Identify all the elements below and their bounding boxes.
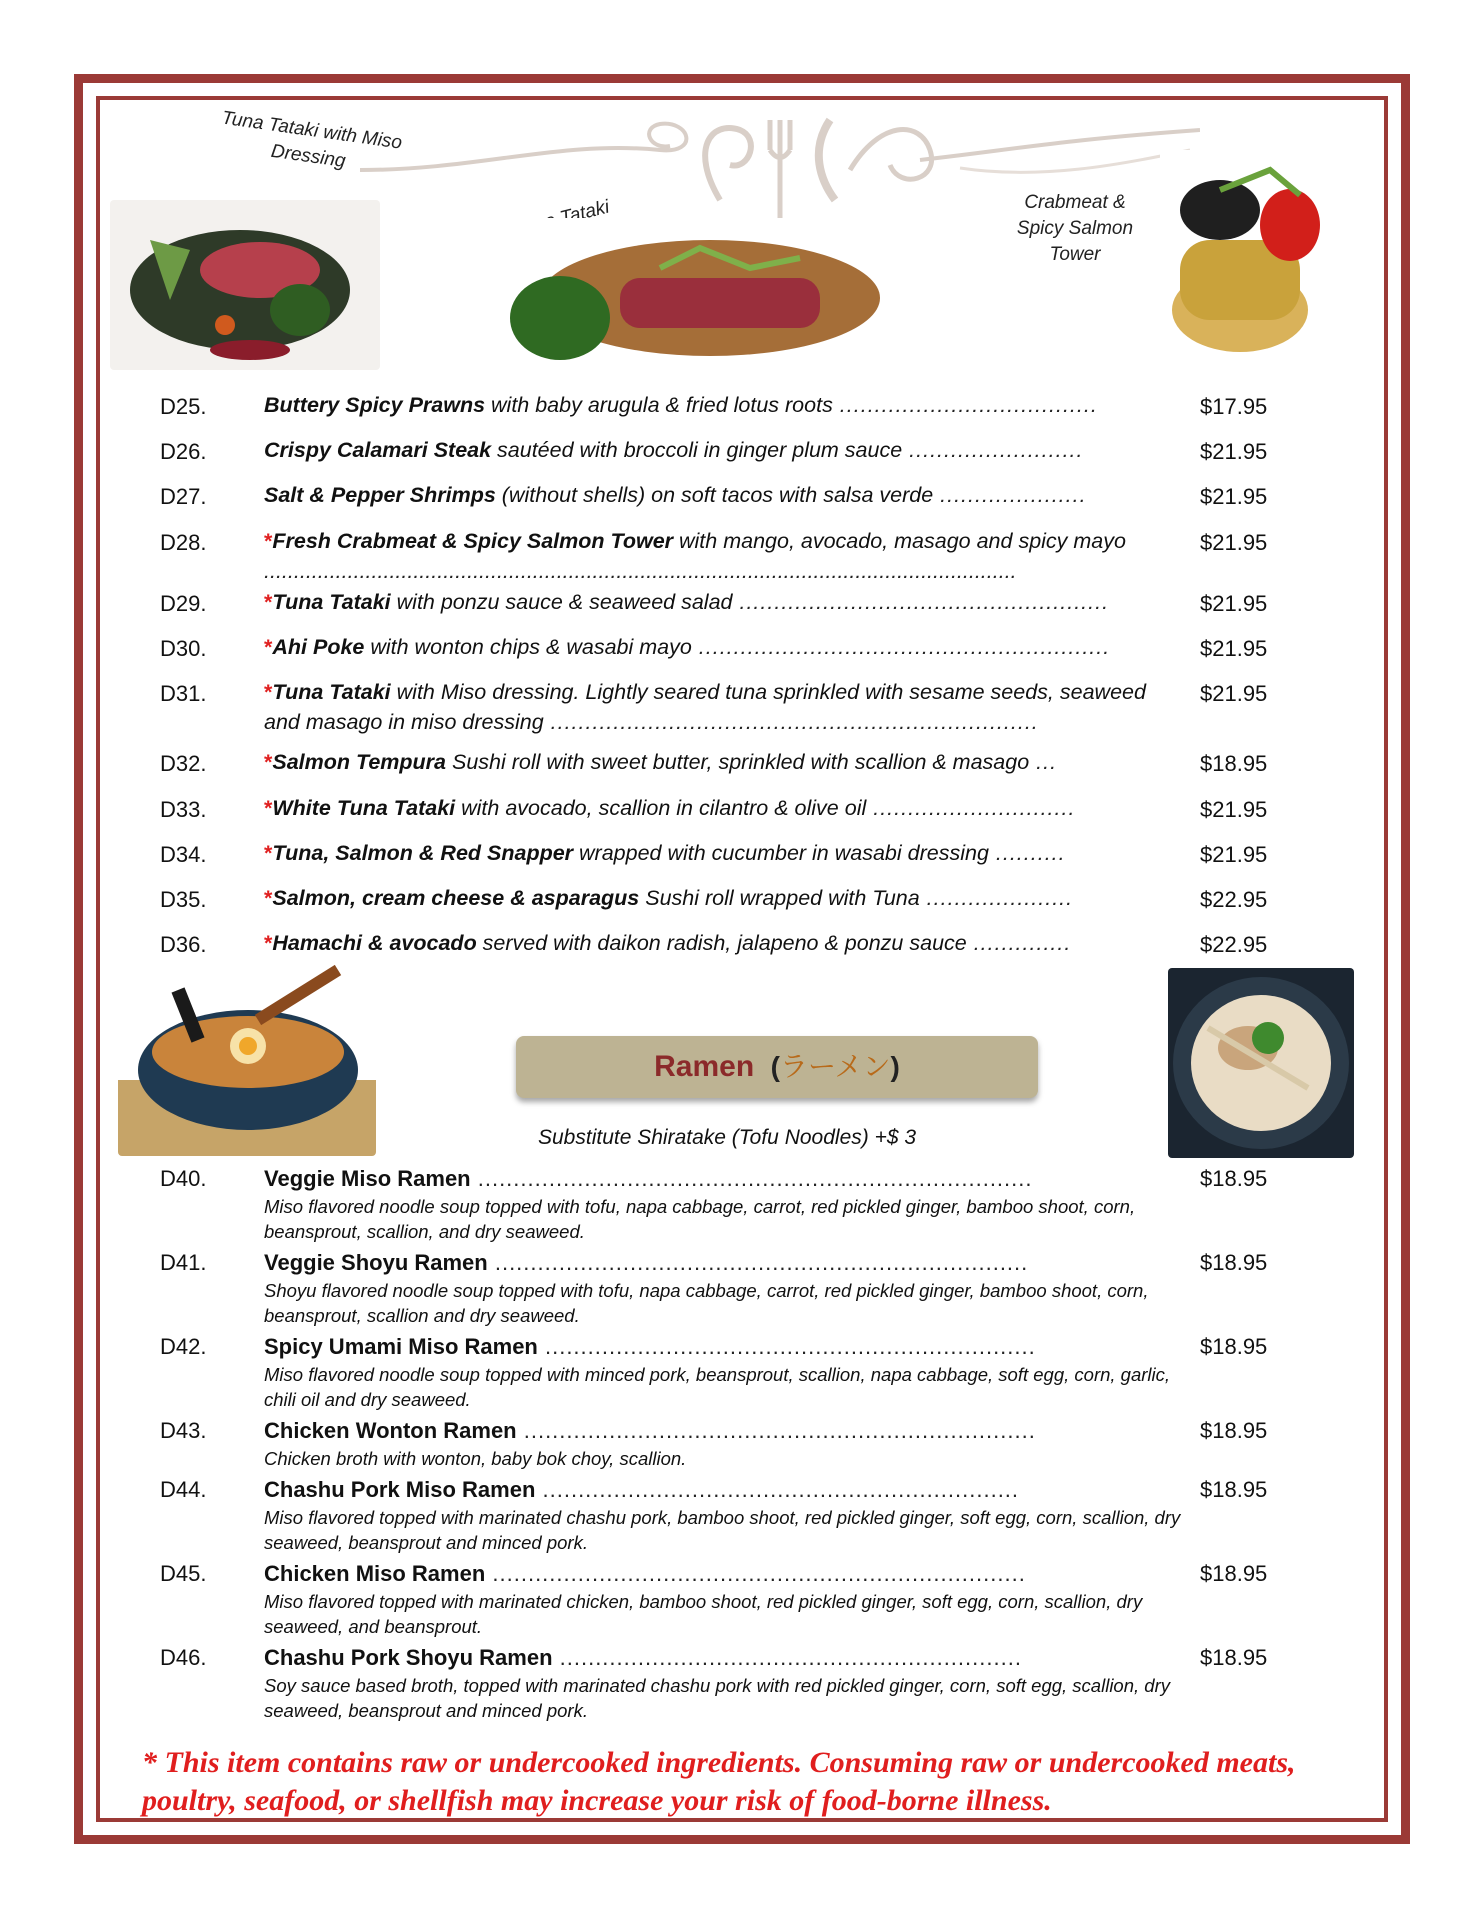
- paren-open: (: [770, 1051, 780, 1082]
- item-price: $21.95: [1200, 484, 1268, 509]
- item-price: $18.95: [1200, 1561, 1268, 1586]
- item-code: D41.: [160, 1250, 207, 1275]
- item-price: $21.95: [1200, 439, 1268, 464]
- ramen-item-description: Miso flavored topped with marinated chicken, bamboo shoot, red pickled ginger, soft egg, corn, scallion, dry seaweed, and beansprout.: [264, 1591, 1143, 1637]
- ramen-item-description: Soy sauce based broth, topped with marinated chashu pork with red pickled ginger, corn, soft egg, scallion, dry seaweed, beansprout and minced pork.: [264, 1675, 1170, 1721]
- caption-crab-tower: Crabmeat & Spicy Salmon Tower: [1016, 192, 1134, 265]
- ramen-item-name: Veggie Miso Ramen ..............................................................................: [264, 1166, 1033, 1191]
- item-price: $22.95: [1200, 887, 1268, 912]
- ramen-item-name: Chicken Miso Ramen ...........................................................................: [264, 1561, 1026, 1586]
- item-code: D44.: [160, 1477, 207, 1502]
- item-code: D34.: [160, 842, 207, 867]
- menu-item-description: *Fresh Crabmeat & Spicy Salmon Tower with mango, avocado, masago and spicy mayo ..............................................................................................................................: [264, 529, 1126, 583]
- ramen-item-name: Chashu Pork Shoyu Ramen .................................................................: [264, 1645, 1022, 1670]
- menu-item-description: *Salmon, cream cheese & asparagus Sushi roll wrapped with Tuna .....................: [264, 886, 1074, 910]
- tuna-tataki-miso-photo: [110, 200, 380, 370]
- menu-item-description: *Salmon Tempura Sushi roll with sweet butter, sprinkled with scallion & masago ...: [264, 750, 1058, 774]
- item-price: $22.95: [1200, 932, 1268, 957]
- item-code: D35.: [160, 887, 207, 912]
- item-code: D30.: [160, 636, 207, 661]
- item-price: $18.95: [1200, 751, 1268, 776]
- menu-item-description: Buttery Spicy Prawns with baby arugula & fried lotus roots .....................................: [264, 393, 1098, 417]
- menu-item-description: Crispy Calamari Steak sautéed with broccoli in ginger plum sauce .........................: [264, 438, 1084, 462]
- item-price: $21.95: [1200, 681, 1268, 706]
- item-price: $18.95: [1200, 1334, 1268, 1359]
- caption-tuna-tataki-miso: Tuna Tataki with Miso Dressing: [220, 107, 404, 172]
- ramen-item-description: Shoyu flavored noodle soup topped with tofu, napa cabbage, carrot, red pickled ginger, bamboo shoot, corn, beansprout, scallion and dry seaweed.: [264, 1280, 1149, 1326]
- item-price: $21.95: [1200, 797, 1268, 822]
- ramen-section-header: [516, 1036, 1038, 1098]
- item-code: D25.: [160, 394, 207, 419]
- ramen-item-description: Miso flavored noodle soup topped with minced pork, beansprout, scallion, napa cabbage, soft egg, corn, garlic, chili oil and dry seaweed.: [264, 1364, 1171, 1410]
- miso-ramen-bowl-photo: [118, 960, 376, 1156]
- chashu-ramen-bowl-photo: [1168, 968, 1354, 1158]
- ramen-item-name: Chicken Wonton Ramen ........................................................................: [264, 1418, 1036, 1443]
- menu-item-description: *Ahi Poke with wonton chips & wasabi mayo ...........................................................: [264, 635, 1111, 659]
- item-price: $21.95: [1200, 636, 1268, 661]
- ramen-item-name: Spicy Umami Miso Ramen .....................................................................: [264, 1334, 1036, 1359]
- item-price: $18.95: [1200, 1250, 1268, 1275]
- ramen-title: Ramen: [654, 1050, 755, 1083]
- item-code: D27.: [160, 484, 207, 509]
- item-code: D29.: [160, 591, 207, 616]
- item-price: $21.95: [1200, 842, 1268, 867]
- menu-item-description: *Tuna Tataki with Miso dressing. Lightly seared tuna sprinkled with sesame seeds, seaweed and masago in miso dressing ......................................................................: [264, 680, 1146, 734]
- crab-tower-photo: [1160, 150, 1340, 360]
- item-code: D28.: [160, 530, 207, 555]
- item-code: D46.: [160, 1645, 207, 1670]
- menu-item-description: *White Tuna Tataki with avocado, scallion in cilantro & olive oil .............................: [264, 796, 1076, 820]
- item-code: D40.: [160, 1166, 207, 1191]
- ramen-item-description: Miso flavored topped with marinated chashu pork, bamboo shoot, red pickled ginger, soft egg, corn, scallion, dry seaweed, beansprout and minced pork.: [264, 1507, 1181, 1553]
- item-price: $21.95: [1200, 591, 1268, 616]
- item-code: D43.: [160, 1418, 207, 1443]
- menu-item-description: *Tuna, Salmon & Red Snapper wrapped with cucumber in wasabi dressing ..........: [264, 841, 1066, 865]
- item-code: D26.: [160, 439, 207, 464]
- menu-item-description: Salt & Pepper Shrimps (without shells) on soft tacos with salsa verde .....................: [264, 483, 1087, 507]
- menu-item-description: *Tuna Tataki with ponzu sauce & seaweed salad .....................................................: [264, 590, 1110, 614]
- menu-item-description: *Hamachi & avocado served with daikon radish, jalapeno & ponzu sauce ..............: [264, 931, 1072, 955]
- item-price: $21.95: [1200, 530, 1268, 555]
- item-code: D33.: [160, 797, 207, 822]
- paren-close: ): [890, 1051, 900, 1082]
- ramen-item-description: Chicken broth with wonton, baby bok choy, scallion.: [264, 1448, 687, 1469]
- item-price: $18.95: [1200, 1645, 1268, 1670]
- tuna-tataki-photo: [500, 218, 880, 376]
- item-price: $18.95: [1200, 1166, 1268, 1191]
- item-code: D31.: [160, 681, 207, 706]
- item-price: $18.95: [1200, 1418, 1268, 1443]
- item-code: D36.: [160, 932, 207, 957]
- raw-food-warning: * This item contains raw or undercooked ingredients. Consuming raw or undercooked meats, poultry, seafood, or shellfish may increase your risk of food-borne illness.: [142, 1746, 1296, 1817]
- ramen-item-description: Miso flavored noodle soup topped with tofu, napa cabbage, carrot, red pickled ginger, bamboo shoot, corn, beansprout, scallion, and dry seaweed.: [264, 1196, 1136, 1242]
- substitute-note: Substitute Shiratake (Tofu Noodles) +$ 3: [538, 1126, 917, 1149]
- item-price: $17.95: [1200, 394, 1268, 419]
- ramen-item-name: Veggie Shoyu Ramen ...........................................................................: [264, 1250, 1029, 1275]
- item-code: D32.: [160, 751, 207, 776]
- ramen-item-name: Chashu Pork Miso Ramen ...................................................................: [264, 1477, 1020, 1502]
- item-code: D45.: [160, 1561, 207, 1586]
- item-code: D42.: [160, 1334, 207, 1359]
- item-price: $18.95: [1200, 1477, 1268, 1502]
- ramen-japanese: ラーメン: [779, 1051, 891, 1082]
